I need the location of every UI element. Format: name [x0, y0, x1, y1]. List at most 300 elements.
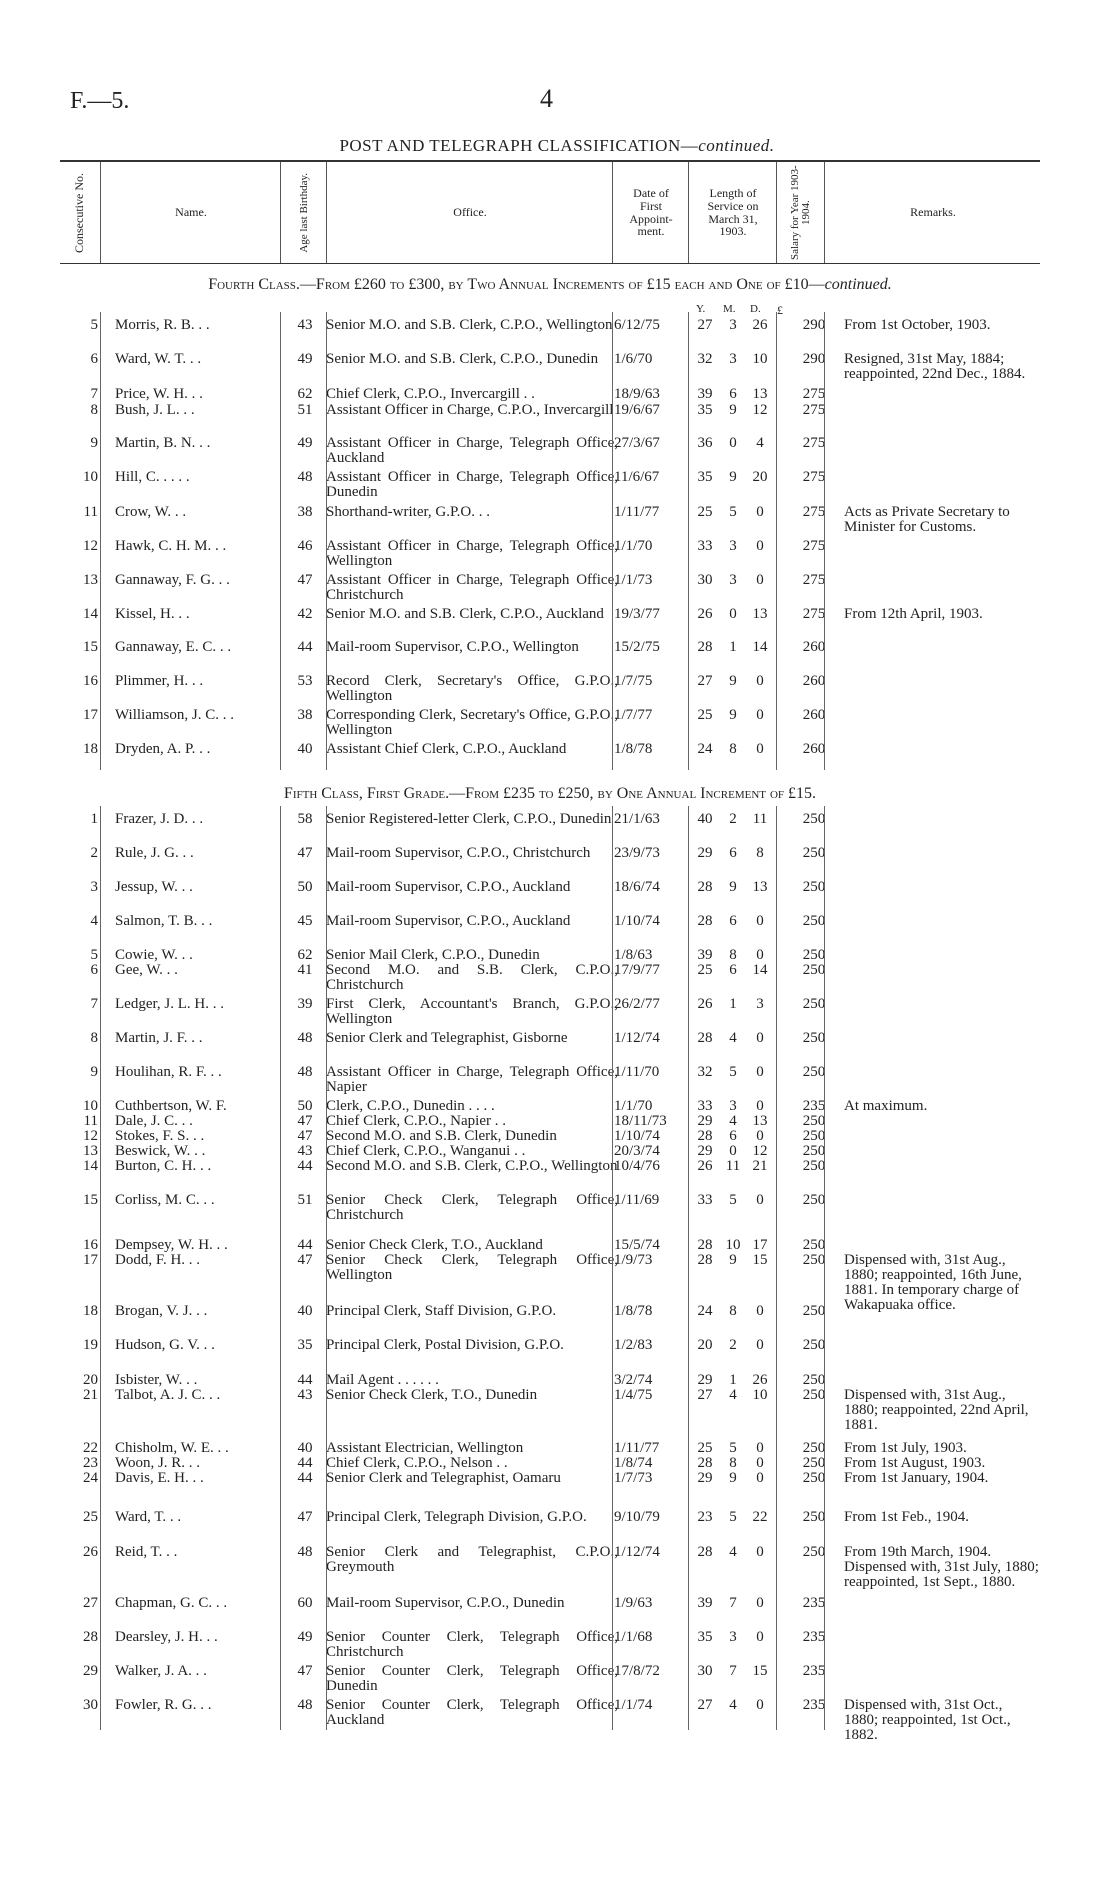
cell-age: 44 — [297, 1158, 313, 1174]
cell-name: Morris, R. B. . . — [115, 317, 210, 333]
cell-m: 8 — [729, 1303, 737, 1319]
cell-salary: 260 — [802, 639, 826, 655]
cell-office: Record Clerk, Secretary's Office, G.P.O., Wellington — [326, 673, 618, 704]
cell-y: 23 — [697, 1509, 713, 1525]
column-rule — [612, 806, 613, 1730]
cell-salary: 250 — [802, 1455, 826, 1471]
cell-office: Chief Clerk, C.P.O., Invercargill . . — [326, 386, 535, 402]
cell-remarks: From 12th April, 1903. — [844, 606, 983, 622]
cell-date: 18/9/63 — [614, 386, 660, 402]
cell-office: Senior Mail Clerk, C.P.O., Dunedin — [326, 947, 540, 963]
cell-age: 47 — [297, 1113, 313, 1129]
cell-office: Mail-room Supervisor, C.P.O., Auckland — [326, 913, 571, 929]
cell-name: Martin, B. N. . . — [115, 435, 211, 451]
cell-office: Mail-room Supervisor, C.P.O., Wellington — [326, 639, 579, 655]
cell-age: 48 — [297, 1030, 313, 1046]
cell-date: 3/2/74 — [614, 1372, 653, 1388]
unit-pound: £ — [777, 303, 783, 317]
cell-d: 0 — [756, 1030, 764, 1046]
cell-no: 6 — [90, 962, 98, 978]
cell-m: 3 — [729, 538, 737, 554]
page-title: POST AND TELEGRAPH CLASSIFICATION—continued. — [339, 136, 775, 155]
col-header-service: Length of Service on March 31, 1903. — [688, 162, 777, 263]
column-rule — [612, 312, 613, 770]
cell-age: 49 — [297, 1629, 313, 1645]
cell-y: 25 — [697, 504, 713, 520]
cell-age: 44 — [297, 1237, 313, 1253]
cell-y: 29 — [697, 1113, 713, 1129]
cell-name: Talbot, A. J. C. . . — [115, 1387, 221, 1403]
cell-no: 17 — [83, 707, 98, 723]
cell-office: Assistant Electrician, Wellington — [326, 1440, 524, 1456]
cell-salary: 275 — [802, 402, 826, 418]
cell-date: 1/4/75 — [614, 1387, 653, 1403]
cell-date: 1/10/74 — [614, 913, 660, 929]
cell-remarks: From 19th March, 1904. Dispensed with, 31st July, 1880; reappointed, 1st Sept., 1880. — [844, 1544, 1039, 1590]
cell-no: 19 — [83, 1337, 98, 1353]
cell-name: Kissel, H. . . — [115, 606, 190, 622]
cell-no: 15 — [83, 639, 98, 655]
cell-no: 18 — [83, 741, 98, 757]
cell-salary: 250 — [802, 1470, 826, 1486]
col-header-date: Date of First Appoint-ment. — [612, 162, 689, 263]
cell-no: 10 — [83, 1098, 98, 1114]
cell-y: 39 — [697, 1595, 713, 1611]
cell-d: 0 — [756, 947, 764, 963]
cell-no: 16 — [83, 1237, 98, 1253]
cell-office: Senior Clerk and Telegraphist, C.P.O., Greymouth — [326, 1544, 618, 1575]
cell-salary: 260 — [802, 741, 826, 757]
cell-name: Cuthbertson, W. F. — [115, 1098, 227, 1114]
cell-no: 17 — [83, 1252, 98, 1268]
section-heading-fifth-class: Fifth Class, First Grade.—From £235 to £250, by One Annual Increment of £15. — [283, 785, 817, 802]
cell-d: 12 — [752, 402, 768, 418]
cell-date: 1/11/77 — [614, 1440, 660, 1456]
cell-name: Dodd, F. H. . . — [115, 1252, 201, 1268]
cell-date: 1/8/74 — [614, 1455, 653, 1471]
cell-salary: 275 — [802, 386, 826, 402]
cell-age: 48 — [297, 1544, 313, 1560]
cell-salary: 250 — [802, 1192, 826, 1208]
cell-y: 28 — [697, 1455, 713, 1471]
document-reference: F.—5. — [70, 88, 130, 114]
cell-d: 17 — [752, 1237, 768, 1253]
cell-name: Salmon, T. B. . . — [115, 913, 213, 929]
cell-age: 48 — [297, 1064, 313, 1080]
cell-m: 5 — [729, 1440, 737, 1456]
page-header — [70, 84, 1050, 118]
cell-date: 20/3/74 — [614, 1143, 660, 1159]
cell-age: 49 — [297, 351, 313, 367]
cell-salary: 275 — [802, 572, 826, 588]
cell-name: Hawk, C. H. M. . . — [115, 538, 227, 554]
cell-date: 6/12/75 — [614, 317, 660, 333]
cell-office: Second M.O. and S.B. Clerk, C.P.O., Christchurch — [326, 962, 618, 993]
cell-m: 11 — [725, 1158, 741, 1174]
cell-salary: 275 — [802, 469, 826, 485]
cell-office: Mail-room Supervisor, C.P.O., Dunedin — [326, 1595, 565, 1611]
cell-date: 1/1/70 — [614, 538, 653, 554]
cell-m: 3 — [729, 572, 737, 588]
cell-m: 3 — [729, 317, 737, 333]
cell-office: Senior M.O. and S.B. Clerk, C.P.O., Auckland — [326, 606, 604, 622]
cell-name: Houlihan, R. F. . . — [115, 1064, 222, 1080]
cell-no: 14 — [83, 1158, 98, 1174]
column-rule — [280, 312, 281, 770]
cell-remarks: From 1st August, 1903. — [844, 1455, 986, 1471]
cell-age: 62 — [297, 386, 313, 402]
cell-name: Gannaway, F. G. . . — [115, 572, 230, 588]
cell-date: 17/9/77 — [614, 962, 660, 978]
cell-name: Walker, J. A. . . — [115, 1663, 207, 1679]
cell-d: 10 — [752, 1387, 768, 1403]
cell-name: Price, W. H. . . — [115, 386, 203, 402]
cell-no: 21 — [83, 1387, 98, 1403]
cell-salary: 250 — [802, 1544, 826, 1560]
column-rule — [100, 806, 101, 1730]
cell-m: 3 — [729, 1098, 737, 1114]
cell-y: 25 — [697, 707, 713, 723]
cell-no: 11 — [83, 504, 98, 520]
cell-age: 47 — [297, 1509, 313, 1525]
cell-office: Assistant Officer in Charge, Telegraph Office, Auckland — [326, 435, 618, 466]
cell-m: 4 — [729, 1387, 737, 1403]
cell-date: 21/1/63 — [614, 811, 660, 827]
cell-y: 26 — [697, 1158, 713, 1174]
cell-age: 49 — [297, 435, 313, 451]
cell-salary: 250 — [802, 1440, 826, 1456]
cell-date: 9/10/79 — [614, 1509, 660, 1525]
cell-m: 8 — [729, 947, 737, 963]
cell-m: 10 — [725, 1237, 741, 1253]
cell-y: 25 — [697, 962, 713, 978]
cell-salary: 250 — [802, 845, 826, 861]
cell-age: 47 — [297, 845, 313, 861]
cell-d: 0 — [756, 572, 764, 588]
cell-date: 1/1/73 — [614, 572, 653, 588]
cell-m: 0 — [729, 435, 737, 451]
cell-office: Mail-room Supervisor, C.P.O., Auckland — [326, 879, 571, 895]
column-rule — [326, 806, 327, 1730]
cell-age: 44 — [297, 639, 313, 655]
cell-age: 39 — [297, 996, 313, 1012]
cell-remarks: Dispensed with, 31st Aug., 1880; reappointed, 22nd April, 1881. — [844, 1387, 1029, 1433]
cell-d: 0 — [756, 538, 764, 554]
cell-office: Senior Clerk and Telegraphist, Gisborne — [326, 1030, 568, 1046]
cell-y: 35 — [697, 1629, 713, 1645]
cell-no: 30 — [83, 1697, 98, 1713]
cell-m: 9 — [729, 469, 737, 485]
cell-name: Rule, J. G. . . — [115, 845, 194, 861]
cell-age: 35 — [297, 1337, 313, 1353]
cell-office: Mail Agent . . . . . . — [326, 1372, 439, 1388]
cell-office: Chief Clerk, C.P.O., Nelson . . — [326, 1455, 508, 1471]
cell-office: Senior Registered-letter Clerk, C.P.O., Dunedin — [326, 811, 612, 827]
cell-m: 1 — [729, 996, 737, 1012]
cell-d: 0 — [756, 504, 764, 520]
cell-y: 29 — [697, 1372, 713, 1388]
cell-age: 51 — [297, 1192, 313, 1208]
cell-date: 27/3/67 — [614, 435, 660, 451]
cell-no: 1 — [90, 811, 98, 827]
cell-d: 13 — [752, 1113, 768, 1129]
cell-d: 15 — [752, 1663, 768, 1679]
col-header-office: Office. — [326, 162, 613, 263]
cell-date: 1/9/63 — [614, 1595, 653, 1611]
cell-d: 14 — [752, 639, 768, 655]
cell-no: 9 — [90, 435, 98, 451]
cell-d: 0 — [756, 1337, 764, 1353]
cell-age: 44 — [297, 1372, 313, 1388]
cell-d: 10 — [752, 351, 768, 367]
cell-office: Assistant Chief Clerk, C.P.O., Auckland — [326, 741, 567, 757]
cell-m: 5 — [729, 1509, 737, 1525]
cell-age: 47 — [297, 1663, 313, 1679]
cell-m: 8 — [729, 741, 737, 757]
cell-y: 33 — [697, 1192, 713, 1208]
cell-name: Stokes, F. S. . . — [115, 1128, 205, 1144]
col-header-name: Name. — [100, 162, 281, 263]
column-rule — [776, 312, 777, 770]
cell-name: Chisholm, W. E. . . — [115, 1440, 229, 1456]
cell-d: 0 — [756, 1595, 764, 1611]
cell-no: 8 — [90, 1030, 98, 1046]
cell-m: 0 — [729, 606, 737, 622]
cell-age: 47 — [297, 1128, 313, 1144]
cell-salary: 290 — [802, 351, 826, 367]
cell-date: 1/1/74 — [614, 1697, 653, 1713]
cell-no: 27 — [83, 1595, 98, 1611]
cell-no: 13 — [83, 1143, 98, 1159]
cell-name: Frazer, J. D. . . — [115, 811, 204, 827]
cell-date: 1/11/70 — [614, 1064, 660, 1080]
cell-no: 2 — [90, 845, 98, 861]
cell-age: 43 — [297, 1387, 313, 1403]
cell-date: 1/8/78 — [614, 1303, 653, 1319]
cell-name: Hudson, G. V. . . — [115, 1337, 215, 1353]
cell-m: 6 — [729, 962, 737, 978]
cell-name: Cowie, W. . . — [115, 947, 193, 963]
cell-d: 0 — [756, 1128, 764, 1144]
cell-d: 8 — [756, 845, 764, 861]
cell-m: 4 — [729, 1030, 737, 1046]
cell-d: 14 — [752, 962, 768, 978]
cell-y: 40 — [697, 811, 713, 827]
cell-d: 20 — [752, 469, 768, 485]
cell-date: 1/6/70 — [614, 351, 653, 367]
cell-age: 44 — [297, 1470, 313, 1486]
cell-no: 4 — [90, 913, 98, 929]
cell-m: 5 — [729, 504, 737, 520]
cell-office: Assistant Officer in Charge, Telegraph Office, Dunedin — [326, 469, 618, 500]
cell-age: 53 — [297, 673, 313, 689]
cell-office: Mail-room Supervisor, C.P.O., Christchurch — [326, 845, 591, 861]
cell-m: 2 — [729, 1337, 737, 1353]
cell-office: Chief Clerk, C.P.O., Wanganui . . — [326, 1143, 526, 1159]
cell-name: Chapman, G. C. . . — [115, 1595, 228, 1611]
column-rule — [776, 806, 777, 1730]
cell-age: 50 — [297, 1098, 313, 1114]
cell-m: 4 — [729, 1113, 737, 1129]
cell-remarks: From 1st January, 1904. — [844, 1470, 989, 1486]
cell-d: 4 — [756, 435, 764, 451]
cell-office: Senior M.O. and S.B. Clerk, C.P.O., Wellington — [326, 317, 613, 333]
cell-y: 28 — [697, 1544, 713, 1560]
cell-office: Principal Clerk, Staff Division, G.P.O. — [326, 1303, 557, 1319]
cell-age: 41 — [297, 962, 313, 978]
cell-y: 25 — [697, 1440, 713, 1456]
cell-m: 9 — [729, 673, 737, 689]
cell-name: Isbister, W. . . — [115, 1372, 198, 1388]
cell-d: 12 — [752, 1143, 768, 1159]
cell-age: 38 — [297, 707, 313, 723]
cell-salary: 250 — [802, 1158, 826, 1174]
cell-office: Senior M.O. and S.B. Clerk, C.P.O., Dunedin — [326, 351, 599, 367]
cell-name: Dryden, A. P. . . — [115, 741, 211, 757]
cell-no: 11 — [83, 1113, 98, 1129]
cell-date: 1/11/69 — [614, 1192, 660, 1208]
cell-y: 28 — [697, 913, 713, 929]
cell-no: 6 — [90, 351, 98, 367]
cell-d: 0 — [756, 1303, 764, 1319]
cell-no: 7 — [90, 996, 98, 1012]
cell-office: Principal Clerk, Telegraph Division, G.P.O. — [326, 1509, 587, 1525]
cell-date: 1/7/73 — [614, 1470, 653, 1486]
cell-date: 23/9/73 — [614, 845, 660, 861]
cell-age: 60 — [297, 1595, 313, 1611]
cell-name: Jessup, W. . . — [115, 879, 193, 895]
cell-office: First Clerk, Accountant's Branch, G.P.O., Wellington — [326, 996, 618, 1027]
cell-age: 40 — [297, 1440, 313, 1456]
cell-y: 28 — [697, 1030, 713, 1046]
cell-name: Ledger, J. L. H. . . — [115, 996, 224, 1012]
cell-date: 1/12/74 — [614, 1030, 660, 1046]
cell-y: 27 — [697, 1697, 713, 1713]
cell-office: Principal Clerk, Postal Division, G.P.O. — [326, 1337, 564, 1353]
column-rule — [100, 312, 101, 770]
cell-remarks: From 1st Feb., 1904. — [844, 1509, 970, 1525]
cell-no: 12 — [83, 538, 98, 554]
cell-salary: 275 — [802, 504, 826, 520]
cell-age: 48 — [297, 1697, 313, 1713]
col-header-no: Consecutive No. — [72, 172, 86, 253]
cell-age: 47 — [297, 1252, 313, 1268]
cell-date: 1/12/74 — [614, 1544, 660, 1560]
cell-office: Senior Check Clerk, T.O., Auckland — [326, 1237, 543, 1253]
cell-m: 8 — [729, 1455, 737, 1471]
cell-salary: 235 — [802, 1098, 826, 1114]
cell-age: 50 — [297, 879, 313, 895]
cell-salary: 235 — [802, 1697, 826, 1713]
cell-salary: 250 — [802, 1509, 826, 1525]
cell-d: 0 — [756, 1064, 764, 1080]
cell-d: 26 — [752, 317, 768, 333]
cell-no: 23 — [83, 1455, 98, 1471]
cell-m: 0 — [729, 1143, 737, 1159]
cell-m: 6 — [729, 845, 737, 861]
cell-office: Senior Check Clerk, Telegraph Office, Wellington — [326, 1252, 618, 1283]
cell-d: 26 — [752, 1372, 768, 1388]
cell-date: 26/2/77 — [614, 996, 660, 1012]
cell-name: Brogan, V. J. . . — [115, 1303, 208, 1319]
cell-d: 0 — [756, 1629, 764, 1645]
cell-date: 10/4/76 — [614, 1158, 660, 1174]
cell-age: 62 — [297, 947, 313, 963]
cell-date: 1/9/73 — [614, 1252, 653, 1268]
cell-salary: 250 — [802, 1372, 826, 1388]
cell-name: Bush, J. L. . . — [115, 402, 195, 418]
cell-y: 35 — [697, 402, 713, 418]
cell-d: 3 — [756, 996, 764, 1012]
cell-age: 42 — [297, 606, 313, 622]
cell-m: 5 — [729, 1192, 737, 1208]
cell-salary: 250 — [802, 1128, 826, 1144]
cell-no: 8 — [90, 402, 98, 418]
cell-salary: 250 — [802, 1387, 826, 1403]
cell-no: 20 — [83, 1372, 98, 1388]
cell-name: Crow, W. . . — [115, 504, 187, 520]
column-rule — [688, 312, 689, 770]
cell-name: Ward, W. T. . . — [115, 351, 202, 367]
cell-m: 9 — [729, 1470, 737, 1486]
cell-salary: 250 — [802, 1030, 826, 1046]
cell-salary: 260 — [802, 707, 826, 723]
cell-name: Dearsley, J. H. . . — [115, 1629, 218, 1645]
cell-m: 9 — [729, 402, 737, 418]
cell-m: 5 — [729, 1064, 737, 1080]
cell-name: Fowler, R. G. . . — [115, 1697, 212, 1713]
cell-salary: 250 — [802, 1337, 826, 1353]
cell-m: 1 — [729, 639, 737, 655]
cell-salary: 235 — [802, 1629, 826, 1645]
cell-office: Senior Counter Clerk, Telegraph Office, Dunedin — [326, 1663, 618, 1694]
cell-y: 28 — [697, 1252, 713, 1268]
section-heading-fourth-class: Fourth Class.—From £260 to £300, by Two Annual Increments of £15 each and One of £10—continued. — [208, 276, 892, 293]
cell-no: 3 — [90, 879, 98, 895]
cell-remarks: At maximum. — [844, 1098, 928, 1114]
cell-d: 0 — [756, 707, 764, 723]
page-number: 4 — [540, 84, 553, 113]
cell-date: 17/8/72 — [614, 1663, 660, 1679]
cell-d: 0 — [756, 673, 764, 689]
col-header-age: Age last Birthday. — [280, 162, 327, 263]
cell-date: 1/1/68 — [614, 1629, 653, 1645]
cell-salary: 250 — [802, 879, 826, 895]
cell-office: Senior Clerk and Telegraphist, Oamaru — [326, 1470, 561, 1486]
cell-y: 36 — [697, 435, 713, 451]
cell-date: 1/11/77 — [614, 504, 660, 520]
cell-date: 15/2/75 — [614, 639, 660, 655]
cell-date: 18/6/74 — [614, 879, 660, 895]
cell-d: 13 — [752, 606, 768, 622]
cell-date: 1/8/63 — [614, 947, 653, 963]
cell-office: Clerk, C.P.O., Dunedin . . . . — [326, 1098, 495, 1114]
cell-m: 6 — [729, 386, 737, 402]
cell-remarks: From 1st July, 1903. — [844, 1440, 967, 1456]
cell-m: 6 — [729, 913, 737, 929]
cell-salary: 275 — [802, 606, 826, 622]
cell-date: 1/7/75 — [614, 673, 653, 689]
cell-no: 15 — [83, 1192, 98, 1208]
cell-office: Assistant Officer in Charge, Telegraph Office, Napier — [326, 1064, 618, 1095]
cell-salary: 250 — [802, 996, 826, 1012]
cell-no: 22 — [83, 1440, 98, 1456]
cell-office: Second M.O. and S.B. Clerk, C.P.O., Wellington — [326, 1158, 618, 1174]
cell-d: 0 — [756, 1192, 764, 1208]
cell-office: Assistant Officer in Charge, Telegraph Office, Christchurch — [326, 572, 618, 603]
cell-no: 12 — [83, 1128, 98, 1144]
column-rule — [280, 806, 281, 1730]
